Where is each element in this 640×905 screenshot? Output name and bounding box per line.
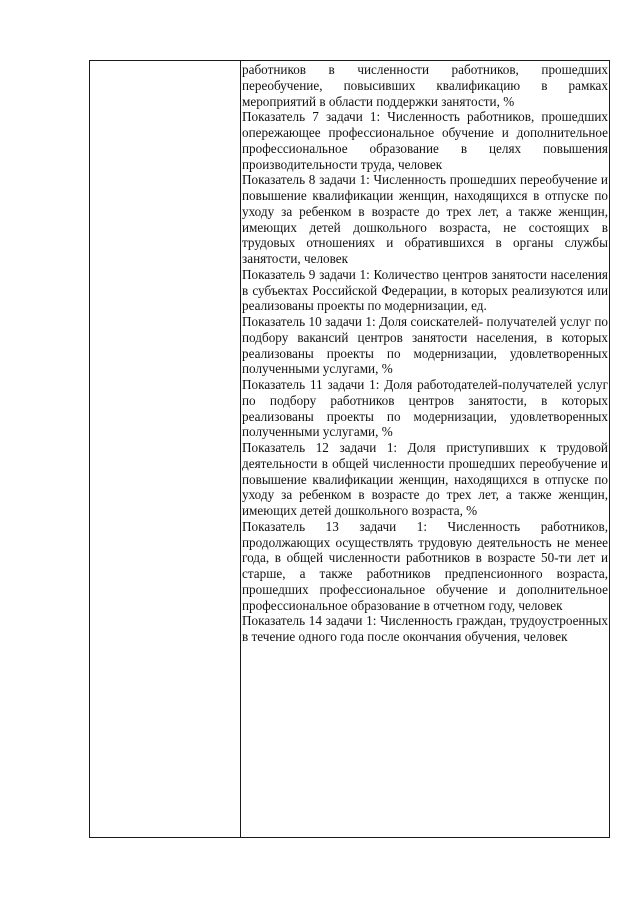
indicator-10: Показатель 10 задачи 1: Доля соискателей- получателей услуг по подбору вакансий центров занятости населения, в которых реализованы проекты по модернизации, удовлетворенных полученными услугами, % — [242, 314, 608, 377]
indicator-12: Показатель 12 задачи 1: Доля приступивших к трудовой деятельности в общей численности прошедших переобучение и повышение квалификации женщин, находящихся в отпуске по уходу за ребенком в возрасте до трех лет, а также женщин, имеющих детей дошкольного возраста, % — [242, 440, 608, 518]
document-table — [89, 60, 610, 838]
table-right-cell — [242, 62, 608, 645]
indicator-6-continuation: работников в численности работников, прошедших переобучение, повысивших квалификацию в рамках мероприятий в области поддержки занятости, % — [242, 62, 608, 109]
table-left-cell — [90, 61, 240, 837]
indicator-8: Показатель 8 задачи 1: Численность прошедших переобучение и повышение квалификации женщин, находящихся в отпуске по уходу за ребенком в возрасте до трех лет, а также женщин, имеющих детей дошкольного возраста, не состоящих в трудовых отношениях и обратившихся в органы службы занятости, человек — [242, 172, 608, 266]
indicator-9: Показатель 9 задачи 1: Количество центров занятости населения в субъектах Российской Федерации, в которых реализуются или реализованы проекты по модернизации, ед. — [242, 266, 608, 314]
indicator-7: Показатель 7 задачи 1: Численность работников, прошедших опережающее профессиональное обучение и дополнительное профессиональное образование в целях повышения производительности труда, человек — [242, 109, 608, 172]
indicator-11: Показатель 11 задачи 1: Доля работодателей-получателей услуг по подбору работников центров занятости, в которых реализованы проекты по модернизации, удовлетворенных полученными услугами, % — [242, 377, 608, 440]
column-divider — [240, 61, 241, 837]
indicator-13: Показатель 13 задачи 1: Численность работников, продолжающих осуществлять трудовую деятельность не менее года, в общей численности работников в возрасте 50-ти лет и старше, а также работников предпенсионного возраста, прошедших профессиональное обучение и дополнительное профессиональное образование в отчетном году, человек — [242, 518, 608, 613]
indicator-14: Показатель 14 задачи 1: Численность граждан, трудоустроенных в течение одного года после окончания обучения, человек — [242, 613, 608, 644]
